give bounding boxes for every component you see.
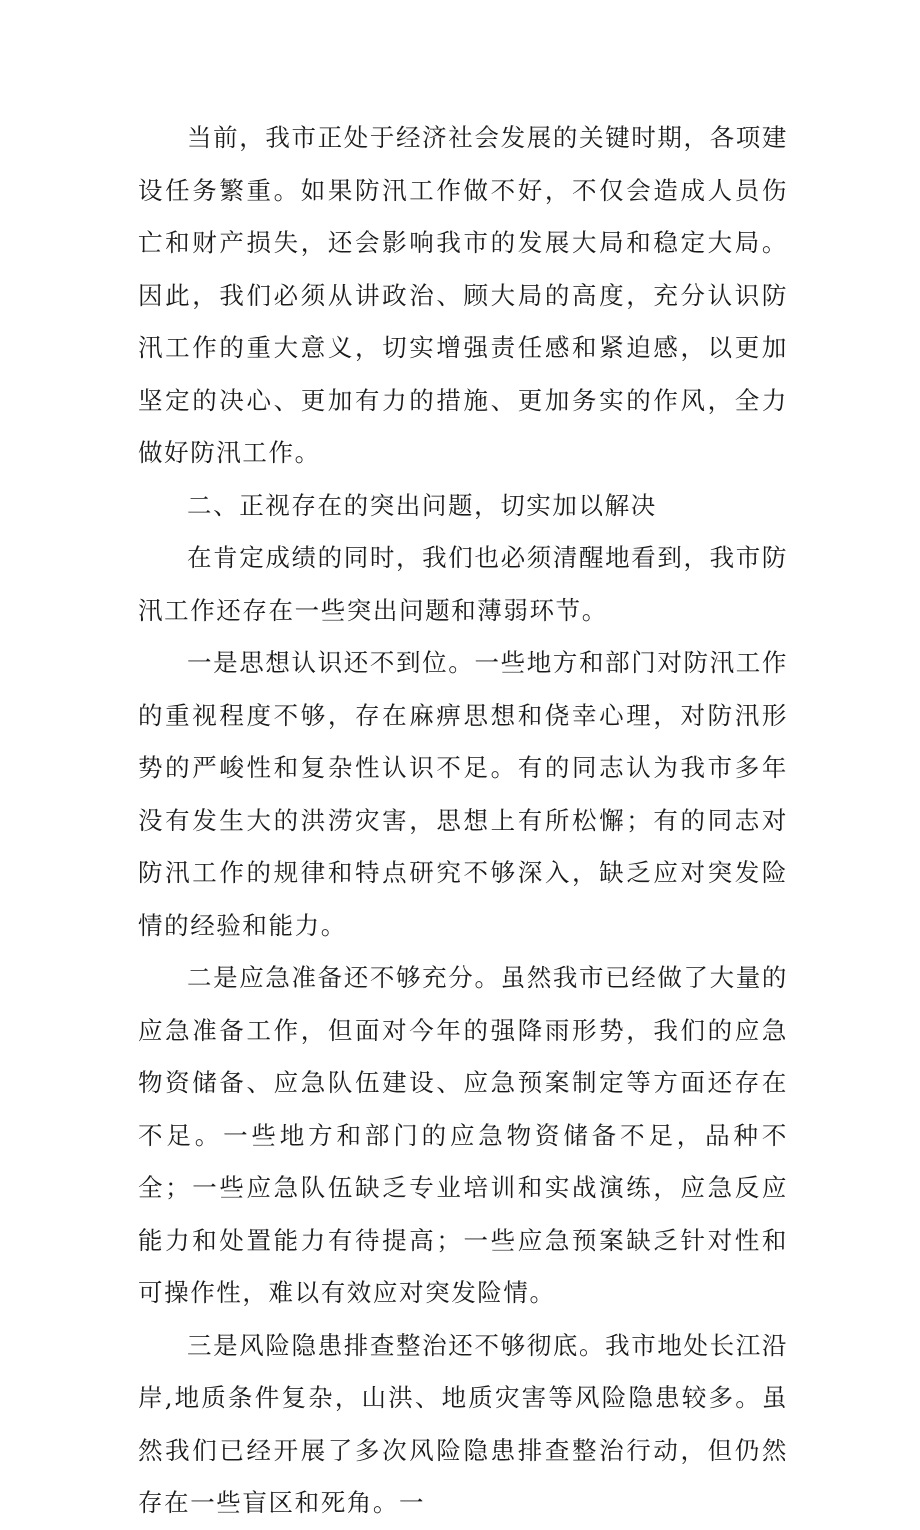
section-heading: 二、正视存在的突出问题，切实加以解决 bbox=[187, 490, 657, 520]
paragraph-importance: 当前，我市正处于经济社会发展的关键时期，各项建设任务繁重。如果防汛工作做不好，不仅会造成人员伤亡和财产损失，还会影响我市的发展大局和稳定大局。因此，我们必须从讲政治、顾大局的高度，充分认识防汛工作的重大意义，切实增强责任感和紧迫感，以更加坚定的决心、更加有力的措施、更加务实的作风，全力做好防汛工作。 bbox=[138, 123, 788, 467]
paragraph-problem-1: 一是思想认识还不到位。一些地方和部门对防汛工作的重视程度不够，存在麻痹思想和侥幸心理，对防汛形势的严峻性和复杂性认识不足。有的同志认为我市多年没有发生大的洪涝灾害，思想上有所松懈；有的同志对防汛工作的规律和特点研究不够深入，缺乏应对突发险情的经验和能力。 bbox=[138, 648, 788, 940]
paragraph-problems-intro: 在肯定成绩的同时，我们也必须清醒地看到，我市防汛工作还存在一些突出问题和薄弱环节。 bbox=[138, 543, 788, 625]
document-body bbox=[138, 112, 788, 1530]
paragraph-problem-3: 三是风险隐患排查整治还不够彻底。我市地处长江沿岸,地质条件复杂，山洪、地质灾害等风险隐患较多。虽然我们已经开展了多次风险隐患排查整治行动，但仍然存在一些盲区和死角。一 bbox=[138, 1330, 788, 1517]
paragraph-problem-2: 二是应急准备还不够充分。虽然我市已经做了大量的应急准备工作，但面对今年的强降雨形势，我们的应急物资储备、应急队伍建设、应急预案制定等方面还存在不足。一些地方和部门的应急物资储备不足，品种不全；一些应急队伍缺乏专业培训和实战演练，应急反应能力和处置能力有待提高；一些应急预案缺乏针对性和可操作性，难以有效应对突发险情。 bbox=[138, 963, 788, 1307]
